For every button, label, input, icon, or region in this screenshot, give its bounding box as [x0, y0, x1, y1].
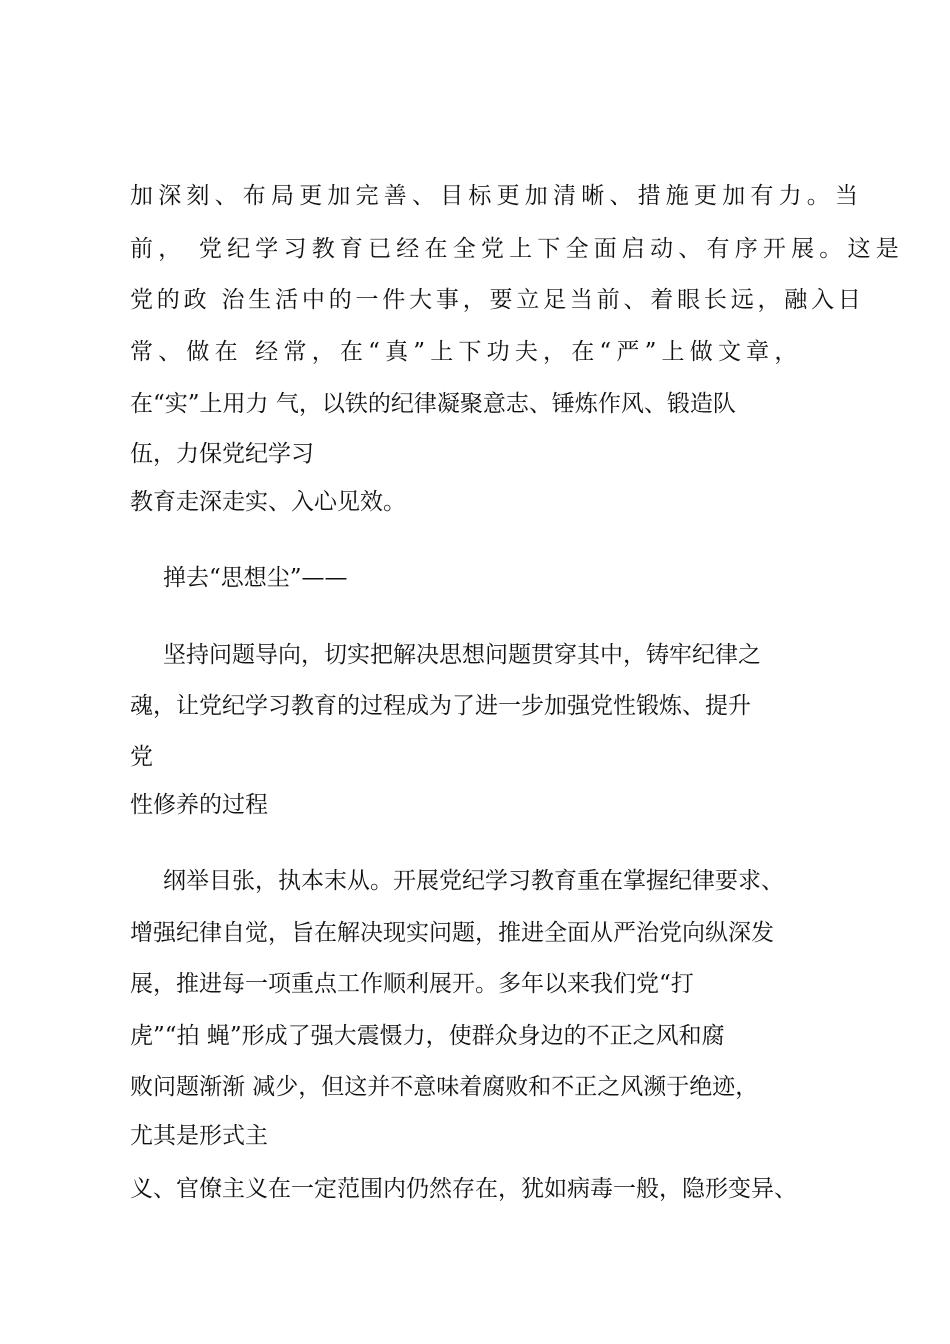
paragraph2-line-1: 坚持问题导向，切实把解决思想问题贯穿其中，铸牢纪律之	[163, 642, 761, 668]
paragraph1-line-5: 在“实”上用力 气，以铁的纪律凝聚意志、锤炼作风、锻造队	[130, 391, 736, 417]
paragraph2-line-3: 党	[130, 744, 153, 770]
paragraph1-line-4: 常、做在 经常，在“真”上下功夫，在“严”上做文章，	[130, 339, 803, 365]
paragraph3-line-3: 展，推进每一项重点工作顺利展开。多年以来我们党“打	[130, 971, 694, 997]
paragraph1-line-3: 党的政 治生活中的一件大事，要立足当前、着眼长远，融入日	[130, 287, 865, 313]
paragraph3-line-2: 增强纪律自觉，旨在解决现实问题，推进全面从严治党向纵深发	[130, 920, 774, 946]
section-heading: 掸去“思想尘”——	[163, 565, 348, 591]
paragraph3-line-1: 纲举目张，执本末从。开展党纪学习教育重在掌握纪律要求、	[163, 868, 784, 894]
paragraph2-line-2: 魂，让党纪学习教育的过程成为了进一步加强党性锻炼、提升	[130, 693, 751, 719]
paragraph3-line-4: 虎”“拍 蝇”形成了强大震慑力，使群众身边的不正之风和腐	[130, 1023, 725, 1049]
paragraph1-line-1: 加深刻、布局更加完善、目标更加清晰、措施更加有力。当	[130, 183, 864, 209]
paragraph1-line-6: 伍，力保党纪学习	[130, 441, 314, 467]
paragraph3-line-5: 败问题渐渐 减少，但这并不意味着腐败和不正之风濒于绝迹，	[130, 1074, 759, 1100]
paragraph3-line-6: 尤其是形式主	[130, 1123, 268, 1149]
paragraph1-line-2: 前， 党纪学习教育已经在全党上下全面启动、有序开展。这是	[130, 236, 904, 262]
paragraph3-line-7: 义、官僚主义在一定范围内仍然存在，犹如病毒一般，隐形变异、	[130, 1176, 797, 1202]
paragraph2-line-4: 性修养的过程	[130, 792, 268, 818]
paragraph1-line-7: 教育走深走实、入心见效。	[130, 489, 406, 515]
